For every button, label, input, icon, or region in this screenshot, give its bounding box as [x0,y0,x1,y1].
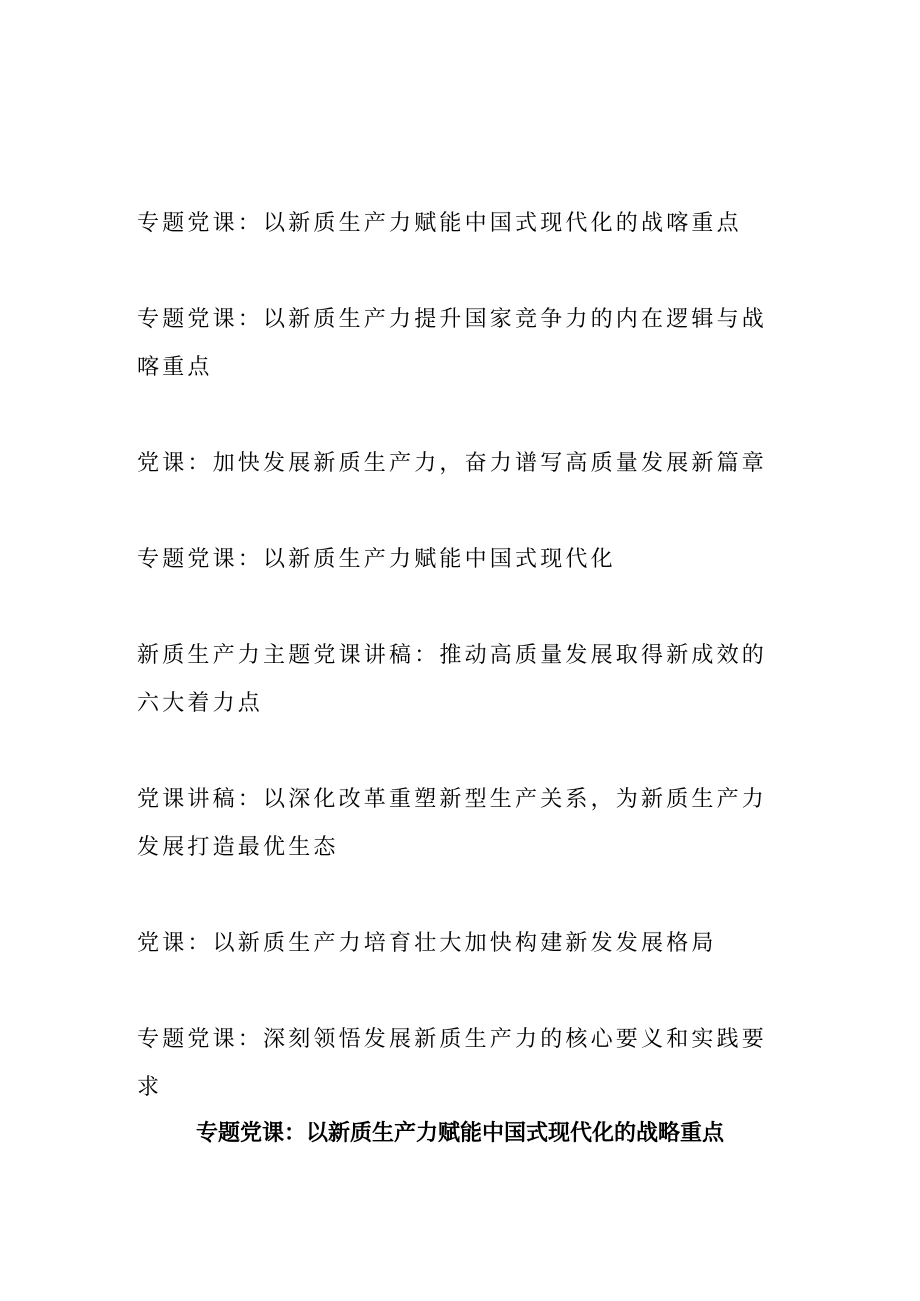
toc-item-6[interactable]: 党课讲稿：以深化改革重塑新型生产关系，为新质生产力发展打造最优生态 [137,787,768,860]
toc-item-2[interactable]: 专题党课：以新质生产力提升国家竞争力的内在逻辑与战喀重点 [137,307,768,380]
toc-item-7[interactable]: 党课：以新质生产力培育壮大加快构建新发发展格局 [137,931,717,956]
toc-item-8[interactable]: 专题党课：深刻领悟发展新质生产力的核心要义和实践要求 [137,1027,768,1100]
toc-item-1[interactable]: 专题党课：以新质生产力赋能中国式现代化的战喀重点 [137,211,742,236]
toc-item-3[interactable]: 党课：加快发展新质生产力，奋力谱写高质量发展新篇章 [137,451,768,476]
document-title: 专题党课：以新质生产力赋能中国式现代化的战略重点 [195,1121,724,1146]
toc-item-5[interactable]: 新质生产力主题党课讲稿：推动高质量发展取得新成效的六大着力点 [137,643,768,716]
table-of-contents [137,200,782,1112]
toc-item-4[interactable]: 专题党课：以新质生产力赋能中国式现代化 [137,547,616,572]
